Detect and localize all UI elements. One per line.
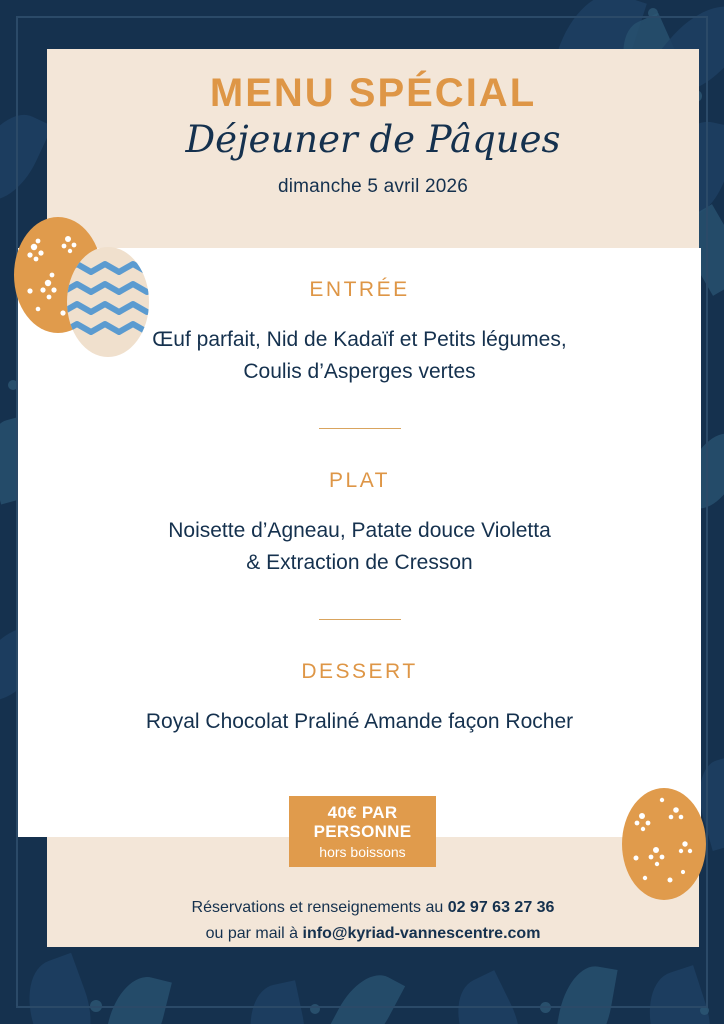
price-badge — [289, 796, 436, 867]
contact-email: info@kyriad-vannescentre.com — [302, 924, 541, 942]
egg-orange-icon — [612, 778, 716, 906]
price-line-2: PERSONNE — [313, 821, 412, 841]
egg-blue-icon — [58, 236, 160, 364]
price-line-1: 40€ PAR — [327, 802, 398, 822]
course-description-line: Œuf parfait, Nid de Kadaïf et Petits légumes, — [152, 328, 567, 351]
course-description-line: Royal Chocolat Praliné Amande façon Rocher — [145, 709, 574, 733]
course-divider — [319, 619, 401, 620]
footer-line-phone — [47, 895, 699, 921]
course-description-line: Coulis d’Asperges vertes — [243, 359, 476, 383]
course-description — [18, 706, 701, 738]
footer-phone-prefix: Réservations et renseignements au — [191, 899, 448, 916]
course-dessert — [18, 660, 701, 738]
course-plat — [18, 469, 701, 579]
course-description-line: Noisette d’Agneau, Patate douce Violetta — [168, 518, 551, 542]
contact-phone: 02 97 63 27 36 — [447, 899, 555, 916]
course-heading: ENTRÉE — [309, 278, 410, 301]
page-title: MENU SPÉCIAL — [209, 71, 537, 115]
easter-egg-orange-floral-right — [612, 778, 716, 906]
course-description-line: & Extraction de Cresson — [246, 550, 473, 574]
menu-header — [47, 70, 699, 198]
course-heading: DESSERT — [301, 659, 418, 683]
event-date: dimanche 5 avril 2026 — [277, 176, 469, 198]
course-divider — [319, 428, 401, 429]
course-description — [18, 515, 701, 579]
page-subtitle-script: Déjeuner de Pâques — [185, 118, 561, 161]
course-heading: PLAT — [329, 468, 390, 492]
price-note: hors boissons — [319, 843, 406, 860]
easter-egg-blue-chevron-left — [58, 236, 160, 364]
footer-email-prefix: ou par mail à — [205, 924, 303, 942]
footer-contact — [47, 895, 699, 946]
footer-line-email — [47, 921, 699, 947]
